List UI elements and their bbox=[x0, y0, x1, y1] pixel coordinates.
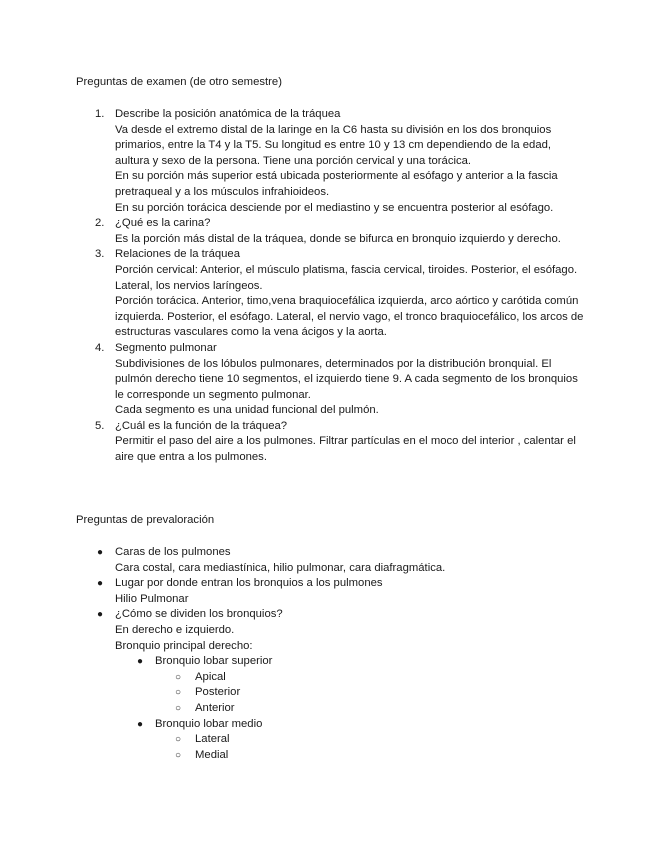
answer-text: Porción torácica. Anterior, timo,vena braquiocefálica izquierda, arco aórtico y carótida común izquierda. Posterior, el esófago. Lateral, el nervio vago, el tronco braquiocefálico, los arcos de estructuras vasculares como la vena ácigos y la aorta. bbox=[115, 295, 584, 339]
bullet-icon: ● bbox=[97, 547, 104, 558]
answer-text: Permitir el paso del aire a los pulmones. Filtrar partículas en el moco del interior , calentar el aire que entra a los pulmones. bbox=[115, 435, 576, 464]
answer-text: Bronquio principal derecho: bbox=[115, 639, 253, 652]
prevaloracion-heading: Preguntas de prevaloración bbox=[76, 514, 215, 526]
bronquio-list bbox=[115, 654, 585, 763]
circle-bullet-icon: ○ bbox=[175, 702, 182, 714]
question-text: ¿Qué es la carina? bbox=[115, 217, 211, 230]
exam-item-1 bbox=[95, 107, 585, 216]
prevaloracion-item-1 bbox=[95, 545, 585, 576]
segment-label: Apical bbox=[195, 670, 226, 683]
bronquio-label: Bronquio lobar medio bbox=[155, 717, 263, 730]
segment-label: Posterior bbox=[195, 686, 241, 699]
item-title: Caras de los pulmones bbox=[115, 546, 231, 558]
bullet-icon: ● bbox=[137, 718, 144, 730]
answer-text: Subdivisiones de los lóbulos pulmonares, determinados por la distribución bronquial. El pulmón derecho tiene 10 segmentos, el izquierdo tiene 9. A cada segmento de los bronquios le corresponde un segmento pulmonar. bbox=[115, 357, 578, 401]
answer-text: En derecho e izquierdo. bbox=[115, 623, 235, 636]
question-text: ¿Cuál es la función de la tráquea? bbox=[115, 419, 288, 432]
question-text: Describe la posición anatómica de la tráquea bbox=[115, 108, 341, 120]
bronquio-item bbox=[135, 717, 585, 764]
bullet-icon: ● bbox=[97, 609, 104, 621]
exam-item-4 bbox=[95, 341, 585, 419]
item-title: ¿Cómo se dividen los bronquios? bbox=[115, 608, 283, 621]
segment-item bbox=[175, 732, 585, 748]
prevaloracion-list bbox=[95, 545, 585, 763]
answer-text: Hilio Pulmonar bbox=[115, 592, 189, 605]
item-number: 1. bbox=[95, 108, 105, 120]
prevaloracion-item-2 bbox=[95, 576, 585, 607]
bronquio-item bbox=[135, 654, 585, 716]
answer-text: Porción cervical: Anterior, el músculo platisma, fascia cervical, tiroides. Posterior, el esófago. Lateral, los nervios laríngeos. bbox=[115, 263, 578, 292]
exam-item-2 bbox=[95, 216, 585, 247]
segment-label: Anterior bbox=[195, 701, 235, 714]
bullet-icon: ● bbox=[137, 656, 144, 668]
exam-question-list bbox=[95, 107, 585, 466]
circle-bullet-icon: ○ bbox=[175, 687, 182, 699]
segment-item bbox=[175, 670, 585, 686]
exam-item-5 bbox=[95, 419, 585, 466]
question-text: Relaciones de la tráquea bbox=[115, 248, 240, 261]
item-number: 5. bbox=[95, 419, 105, 432]
bronquio-label: Bronquio lobar superior bbox=[155, 655, 273, 668]
segment-label: Lateral bbox=[195, 733, 230, 746]
segment-list bbox=[155, 670, 585, 717]
segment-label: Medial bbox=[195, 748, 229, 761]
item-title: Lugar por donde entran los bronquios a los pulmones bbox=[115, 577, 383, 590]
circle-bullet-icon: ○ bbox=[175, 734, 182, 746]
bullet-icon: ● bbox=[97, 578, 104, 590]
answer-text: En su porción torácica desciende por el mediastino y se encuentra posterior al esófago. bbox=[115, 201, 554, 214]
segment-item bbox=[175, 701, 585, 717]
item-number: 4. bbox=[95, 341, 105, 354]
circle-bullet-icon: ○ bbox=[175, 671, 182, 683]
segment-list bbox=[155, 732, 585, 763]
segment-item bbox=[175, 685, 585, 701]
item-number: 2. bbox=[95, 217, 105, 230]
segment-item bbox=[175, 748, 585, 764]
circle-bullet-icon: ○ bbox=[175, 749, 182, 761]
exam-item-3 bbox=[95, 247, 585, 341]
answer-text: Va desde el extremo distal de la laringe en la C6 hasta su división en los dos bronquios primarios, entre la T4 y la T5. Su longitud es entre 10 y 13 cm dependiendo de la edad, aultura y sexo de la persona. Tiene una porción cervical y una torácica. bbox=[115, 123, 552, 167]
answer-text: Cara costal, cara mediastínica, hilio pulmonar, cara diafragmática. bbox=[115, 561, 446, 574]
answer-text: En su porción más superior está ubicada posteriormente al esófago y anterior a la fascia pretraqueal y a los músculos infrahioideos. bbox=[115, 170, 558, 198]
exam-heading: Preguntas de examen (de otro semestre) bbox=[76, 76, 282, 88]
item-number: 3. bbox=[95, 248, 105, 261]
answer-text: Es la porción más distal de la tráquea, donde se bifurca en bronquio izquierdo y derecho. bbox=[115, 232, 561, 245]
prevaloracion-item-3 bbox=[95, 607, 585, 763]
answer-text: Cada segmento es una unidad funcional del pulmón. bbox=[115, 404, 379, 417]
question-text: Segmento pulmonar bbox=[115, 341, 217, 354]
